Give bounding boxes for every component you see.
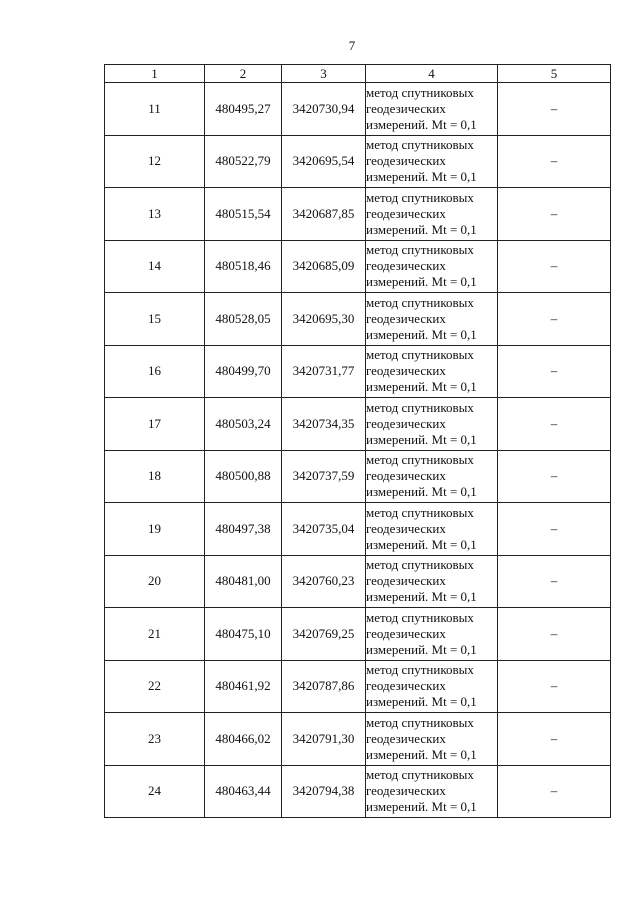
description-cell: – [498, 345, 611, 398]
x-coordinate-cell: 480475,10 [205, 608, 282, 661]
method-line: геодезических [366, 258, 446, 274]
x-coordinate-cell: 480528,05 [205, 293, 282, 346]
point-number-cell: 13 [105, 188, 205, 241]
method-line: метод спутниковых [366, 242, 474, 258]
y-coordinate-cell: 3420735,04 [282, 503, 366, 556]
x-coordinate-cell: 480466,02 [205, 713, 282, 766]
method-cell [366, 608, 498, 661]
point-number-cell: 24 [105, 765, 205, 818]
table-row [105, 608, 611, 661]
point-number-cell: 16 [105, 345, 205, 398]
method-line: измерений. Mt = 0,1 [366, 484, 477, 500]
header-row [105, 65, 611, 83]
point-number-cell: 23 [105, 713, 205, 766]
point-number-cell: 22 [105, 660, 205, 713]
table-row [105, 293, 611, 346]
description-cell: – [498, 503, 611, 556]
x-coordinate-cell: 480515,54 [205, 188, 282, 241]
method-line: метод спутниковых [366, 609, 474, 625]
x-coordinate-cell: 480497,38 [205, 503, 282, 556]
method-line: измерений. Mt = 0,1 [366, 641, 477, 657]
point-number-cell: 11 [105, 83, 205, 136]
table-row [105, 398, 611, 451]
y-coordinate-cell: 3420685,09 [282, 240, 366, 293]
table-body [105, 83, 611, 818]
y-coordinate-cell: 3420695,54 [282, 135, 366, 188]
header-cell: 2 [205, 65, 282, 83]
y-coordinate-cell: 3420737,59 [282, 450, 366, 503]
table-row [105, 503, 611, 556]
method-line: измерений. Mt = 0,1 [366, 169, 477, 185]
method-line: измерений. Mt = 0,1 [366, 431, 477, 447]
description-cell: – [498, 608, 611, 661]
point-number-cell: 12 [105, 135, 205, 188]
point-number-cell: 21 [105, 608, 205, 661]
x-coordinate-cell: 480500,88 [205, 450, 282, 503]
method-line: геодезических [366, 363, 446, 379]
method-line: геодезических [366, 573, 446, 589]
point-number-cell: 14 [105, 240, 205, 293]
y-coordinate-cell: 3420794,38 [282, 765, 366, 818]
method-line: геодезических [366, 205, 446, 221]
method-cell [366, 660, 498, 713]
y-coordinate-cell: 3420734,35 [282, 398, 366, 451]
header-cell: 3 [282, 65, 366, 83]
x-coordinate-cell: 480499,70 [205, 345, 282, 398]
method-line: метод спутниковых [366, 767, 474, 783]
method-line: геодезических [366, 520, 446, 536]
method-line: метод спутниковых [366, 714, 474, 730]
x-coordinate-cell: 480522,79 [205, 135, 282, 188]
method-line: метод спутниковых [366, 84, 474, 100]
x-coordinate-cell: 480461,92 [205, 660, 282, 713]
x-coordinate-cell: 480463,44 [205, 765, 282, 818]
description-cell: – [498, 765, 611, 818]
method-line: геодезических [366, 100, 446, 116]
description-cell: – [498, 450, 611, 503]
x-coordinate-cell: 480481,00 [205, 555, 282, 608]
point-number-cell: 17 [105, 398, 205, 451]
y-coordinate-cell: 3420687,85 [282, 188, 366, 241]
point-number-cell: 19 [105, 503, 205, 556]
method-line: метод спутниковых [366, 399, 474, 415]
y-coordinate-cell: 3420791,30 [282, 713, 366, 766]
method-cell [366, 765, 498, 818]
description-cell: – [498, 188, 611, 241]
method-line: геодезических [366, 678, 446, 694]
description-cell: – [498, 135, 611, 188]
method-cell [366, 135, 498, 188]
y-coordinate-cell: 3420730,94 [282, 83, 366, 136]
header-cell: 4 [366, 65, 498, 83]
description-cell: – [498, 555, 611, 608]
table-row [105, 713, 611, 766]
description-cell: – [498, 83, 611, 136]
description-cell: – [498, 660, 611, 713]
table-row [105, 765, 611, 818]
point-number-cell: 15 [105, 293, 205, 346]
method-line: измерений. Mt = 0,1 [366, 274, 477, 290]
method-line: измерений. Mt = 0,1 [366, 746, 477, 762]
method-line: измерений. Mt = 0,1 [366, 536, 477, 552]
method-cell [366, 398, 498, 451]
method-line: измерений. Mt = 0,1 [366, 116, 477, 132]
table-header [105, 65, 611, 83]
method-line: метод спутниковых [366, 294, 474, 310]
x-coordinate-cell: 480495,27 [205, 83, 282, 136]
method-line: метод спутниковых [366, 189, 474, 205]
header-cell: 1 [105, 65, 205, 83]
table-row [105, 345, 611, 398]
y-coordinate-cell: 3420731,77 [282, 345, 366, 398]
table-row [105, 188, 611, 241]
x-coordinate-cell: 480503,24 [205, 398, 282, 451]
header-cell: 5 [498, 65, 611, 83]
method-cell [366, 240, 498, 293]
table-row [105, 240, 611, 293]
y-coordinate-cell: 3420760,23 [282, 555, 366, 608]
method-cell [366, 555, 498, 608]
point-number-cell: 18 [105, 450, 205, 503]
description-cell: – [498, 240, 611, 293]
y-coordinate-cell: 3420769,25 [282, 608, 366, 661]
y-coordinate-cell: 3420787,86 [282, 660, 366, 713]
method-line: геодезических [366, 730, 446, 746]
method-line: измерений. Mt = 0,1 [366, 326, 477, 342]
method-line: метод спутниковых [366, 662, 474, 678]
method-cell [366, 713, 498, 766]
page-number: 7 [348, 38, 356, 53]
method-cell [366, 293, 498, 346]
table-row [105, 450, 611, 503]
method-line: измерений. Mt = 0,1 [366, 799, 477, 815]
method-line: геодезических [366, 625, 446, 641]
point-number-cell: 20 [105, 555, 205, 608]
description-cell: – [498, 713, 611, 766]
method-line: геодезических [366, 468, 446, 484]
method-line: геодезических [366, 310, 446, 326]
table-row [105, 555, 611, 608]
method-cell [366, 503, 498, 556]
method-line: геодезических [366, 415, 446, 431]
description-cell: – [498, 293, 611, 346]
method-cell [366, 188, 498, 241]
y-coordinate-cell: 3420695,30 [282, 293, 366, 346]
method-cell [366, 450, 498, 503]
method-line: измерений. Mt = 0,1 [366, 379, 477, 395]
coordinates-table [104, 64, 611, 818]
method-line: геодезических [366, 783, 446, 799]
method-line: геодезических [366, 153, 446, 169]
method-line: метод спутниковых [366, 347, 474, 363]
method-cell [366, 345, 498, 398]
table-row [105, 660, 611, 713]
method-line: метод спутниковых [366, 557, 474, 573]
method-line: измерений. Mt = 0,1 [366, 694, 477, 710]
x-coordinate-cell: 480518,46 [205, 240, 282, 293]
method-line: метод спутниковых [366, 452, 474, 468]
method-line: метод спутниковых [366, 137, 474, 153]
table-row [105, 135, 611, 188]
method-cell [366, 83, 498, 136]
description-cell: – [498, 398, 611, 451]
method-line: метод спутниковых [366, 504, 474, 520]
method-line: измерений. Mt = 0,1 [366, 589, 477, 605]
method-line: измерений. Mt = 0,1 [366, 221, 477, 237]
table-row [105, 83, 611, 136]
